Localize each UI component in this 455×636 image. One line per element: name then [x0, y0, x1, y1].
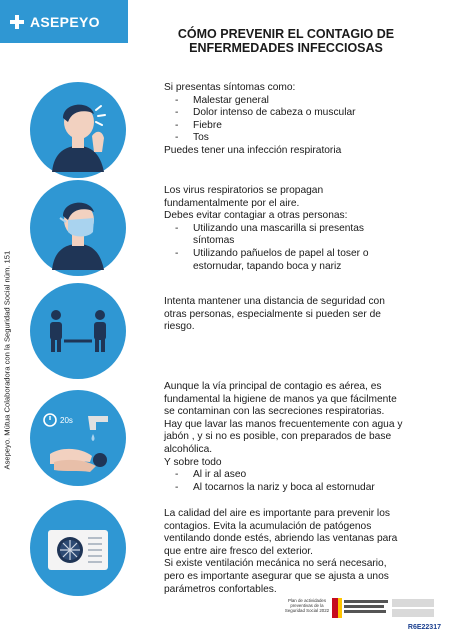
list-item: - Al ir al aseo [164, 469, 404, 482]
section-2-intro2: Debes evitar contagiar a otras personas: [164, 210, 348, 222]
timer-label: 20s [60, 416, 73, 425]
hand-washing-icon [30, 390, 126, 486]
section-5-text [164, 508, 404, 596]
hand-washing-list [164, 469, 404, 494]
section-1-intro: Si presentas síntomas como: [164, 82, 296, 93]
cross-icon [10, 15, 24, 29]
list-item: - Al tocarnos la nariz y boca al estornudar [164, 482, 404, 495]
section-2-intro: Los virus respiratorios se propagan fundamentalmente por el aire. [164, 185, 324, 209]
section-4-text [164, 381, 404, 494]
list-item: - Utilizando pañuelos de papel al toser o estornudar, tapando boca y nariz [164, 248, 404, 273]
prevention-list [164, 223, 404, 273]
section-4-intro2: Y sobre todo [164, 456, 222, 468]
section-5-paragraph: La calidad del aire es importante para prevenir los contagios. Evita la acumulación de patógenos ventilando donde estés, abriendo las ventanas para que entre aire fresco del exterior. [164, 508, 398, 557]
document-code: R6E22317 [407, 624, 441, 631]
air-conditioner-icon [30, 500, 126, 596]
list-item: - Utilizando una mascarilla si presentas síntomas [164, 223, 404, 248]
list-item: - Tos [164, 132, 404, 145]
side-text-container [0, 222, 14, 472]
section-3-text [164, 296, 404, 334]
list-item: - Dolor intenso de cabeza o muscular [164, 107, 404, 120]
side-text: Asepeyo. Mútua Colaboradora con la Seguridad Social núm. 151 [2, 250, 12, 470]
government-logo [332, 598, 436, 618]
section-2-text [164, 185, 404, 273]
brand-name: ASEPEYO [30, 13, 100, 30]
list-item: - Fiebre [164, 120, 404, 133]
page-title: CÓMO PREVENIR EL CONTAGIO DE ENFERMEDADES INFECCIOSAS [177, 27, 395, 55]
social-distance-icon [30, 283, 126, 379]
asepeyo-logo [0, 0, 128, 43]
section-3-paragraph: Intenta mantener una distancia de seguridad con otras personas, especialmente si pueden ser de riesgo. [164, 296, 385, 333]
person-mask-icon [30, 180, 126, 276]
list-item: - Malestar general [164, 95, 404, 108]
section-4-paragraph: Aunque la vía principal de contagio es aérea, es fundamental la higiene de manos ya que fácilmente se contaminan con las secreciones respiratorias. Hay que lavar las manos frecuentemente con agua y jabón , y si no es posible, con preparados de base alcohólica. [164, 381, 403, 455]
section-1-outro: Puedes tener una infección respiratoria [164, 144, 342, 156]
plan-note: Plan de actividades preventivas de la Seguridad Social 2022 [284, 598, 330, 613]
section-5-paragraph-2: Si existe ventilación mecánica no será necesario, pero es importante asegurar que se ajusta a unos parámetros confortables. [164, 558, 389, 595]
section-1-text [164, 82, 404, 158]
symptom-list [164, 95, 404, 145]
person-coughing-icon [30, 82, 126, 178]
